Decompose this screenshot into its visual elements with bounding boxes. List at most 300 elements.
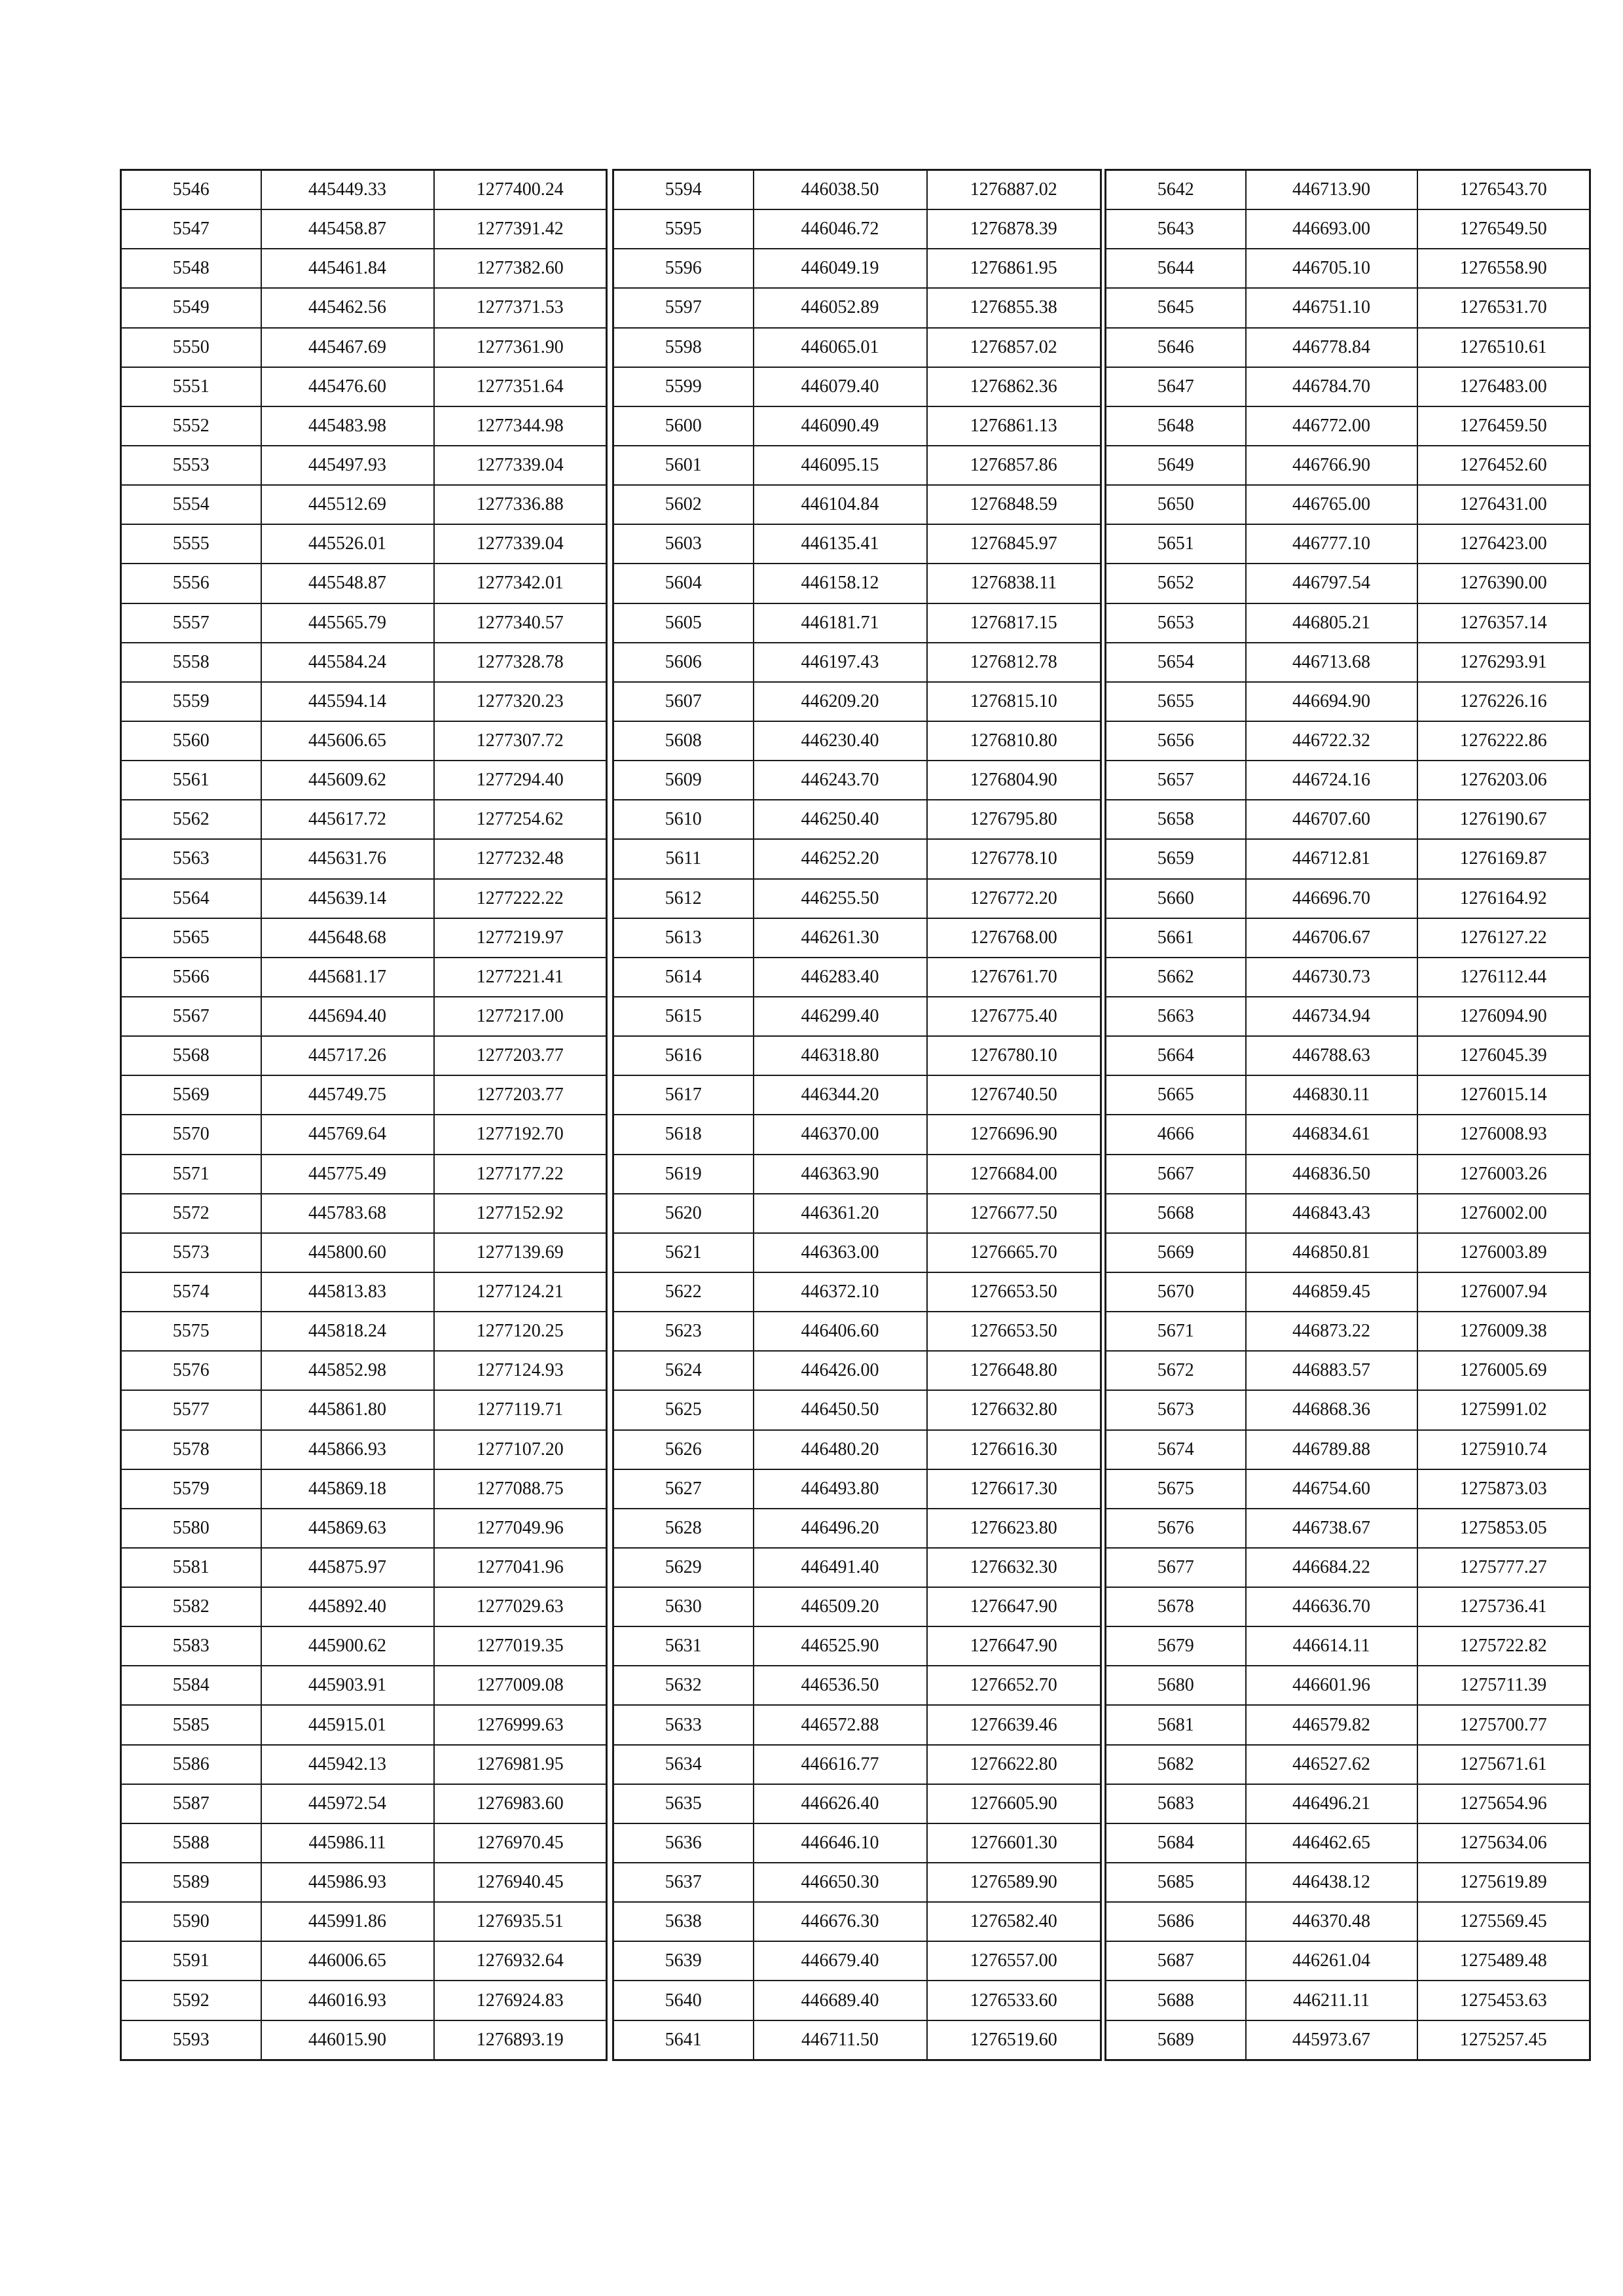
y-coordinate-cell: 1275700.77 [1417, 1705, 1590, 1744]
table-row [121, 209, 607, 249]
point-number-cell: 5582 [121, 1587, 261, 1626]
table-row [121, 1626, 607, 1666]
y-coordinate-cell: 1276887.02 [927, 170, 1101, 210]
point-number-cell: 5657 [1106, 761, 1246, 800]
table-row [1106, 485, 1590, 524]
y-coordinate-cell: 1277203.77 [434, 1075, 607, 1115]
x-coordinate-cell: 446706.67 [1246, 918, 1417, 958]
x-coordinate-cell: 446491.40 [754, 1548, 927, 1587]
x-coordinate-cell: 446181.71 [754, 603, 927, 643]
table-row [613, 682, 1101, 721]
point-number-cell: 5607 [613, 682, 754, 721]
point-number-cell: 5599 [613, 367, 754, 406]
table-row [121, 1784, 607, 1823]
point-number-cell: 5579 [121, 1469, 261, 1509]
y-coordinate-cell: 1276005.69 [1417, 1351, 1590, 1390]
point-number-cell: 5683 [1106, 1784, 1246, 1823]
table-row [121, 2020, 607, 2060]
table-row [613, 1233, 1101, 1272]
x-coordinate-cell: 446713.90 [1246, 170, 1417, 210]
y-coordinate-cell: 1277049.96 [434, 1509, 607, 1548]
y-coordinate-cell: 1276804.90 [927, 761, 1101, 800]
point-number-cell: 5548 [121, 249, 261, 288]
point-number-cell: 5667 [1106, 1155, 1246, 1194]
table-row [613, 643, 1101, 682]
y-coordinate-cell: 1277340.57 [434, 603, 607, 643]
table-row [121, 682, 607, 721]
x-coordinate-cell: 446789.88 [1246, 1430, 1417, 1469]
y-coordinate-cell: 1277107.20 [434, 1430, 607, 1469]
table-row [613, 249, 1101, 288]
table-row [121, 1666, 607, 1705]
point-number-cell: 5610 [613, 800, 754, 839]
point-number-cell: 5561 [121, 761, 261, 800]
point-number-cell: 5642 [1106, 170, 1246, 210]
x-coordinate-cell: 446261.04 [1246, 1941, 1417, 1981]
x-coordinate-cell: 446705.10 [1246, 249, 1417, 288]
x-coordinate-cell: 445972.54 [261, 1784, 434, 1823]
x-coordinate-cell: 446873.22 [1246, 1312, 1417, 1351]
table-row [1106, 1115, 1590, 1154]
point-number-cell: 5677 [1106, 1548, 1246, 1587]
x-coordinate-cell: 446850.81 [1246, 1233, 1417, 1272]
x-coordinate-cell: 445866.93 [261, 1430, 434, 1469]
y-coordinate-cell: 1276940.45 [434, 1863, 607, 1902]
point-number-cell: 5566 [121, 958, 261, 997]
y-coordinate-cell: 1276817.15 [927, 603, 1101, 643]
x-coordinate-cell: 446255.50 [754, 879, 927, 918]
x-coordinate-cell: 446679.40 [754, 1941, 927, 1981]
coordinate-table-3-body [1106, 170, 1590, 2060]
table-row [1106, 800, 1590, 839]
point-number-cell: 5581 [121, 1548, 261, 1587]
y-coordinate-cell: 1276812.78 [927, 643, 1101, 682]
point-number-cell: 5567 [121, 997, 261, 1036]
y-coordinate-cell: 1276003.89 [1417, 1233, 1590, 1272]
table-row [1106, 1351, 1590, 1390]
x-coordinate-cell: 445869.63 [261, 1509, 434, 1548]
y-coordinate-cell: 1276357.14 [1417, 603, 1590, 643]
table-row [1106, 1626, 1590, 1666]
point-number-cell: 5629 [613, 1548, 754, 1587]
table-row [613, 288, 1101, 327]
table-row [1106, 328, 1590, 367]
x-coordinate-cell: 445903.91 [261, 1666, 434, 1705]
table-row [1106, 1509, 1590, 1548]
y-coordinate-cell: 1276003.26 [1417, 1155, 1590, 1194]
x-coordinate-cell: 445861.80 [261, 1390, 434, 1429]
y-coordinate-cell: 1276838.11 [927, 564, 1101, 603]
point-number-cell: 5637 [613, 1863, 754, 1902]
table-row [613, 1390, 1101, 1429]
y-coordinate-cell: 1276652.70 [927, 1666, 1101, 1705]
y-coordinate-cell: 1275736.41 [1417, 1587, 1590, 1626]
table-row [613, 721, 1101, 761]
table-row [613, 1666, 1101, 1705]
y-coordinate-cell: 1276648.80 [927, 1351, 1101, 1390]
point-number-cell: 5550 [121, 328, 261, 367]
y-coordinate-cell: 1277391.42 [434, 209, 607, 249]
point-number-cell: 5689 [1106, 2020, 1246, 2060]
y-coordinate-cell: 1277222.22 [434, 879, 607, 918]
table-row [1106, 524, 1590, 564]
point-number-cell: 5630 [613, 1587, 754, 1626]
table-row [1106, 1705, 1590, 1744]
y-coordinate-cell: 1277339.04 [434, 446, 607, 485]
y-coordinate-cell: 1276970.45 [434, 1823, 607, 1863]
y-coordinate-cell: 1276557.00 [927, 1941, 1101, 1981]
y-coordinate-cell: 1277400.24 [434, 170, 607, 210]
x-coordinate-cell: 446049.19 [754, 249, 927, 288]
y-coordinate-cell: 1277203.77 [434, 1036, 607, 1075]
point-number-cell: 5555 [121, 524, 261, 564]
table-row [1106, 721, 1590, 761]
table-row [613, 564, 1101, 603]
point-number-cell: 5597 [613, 288, 754, 327]
x-coordinate-cell: 446772.00 [1246, 406, 1417, 446]
y-coordinate-cell: 1276009.38 [1417, 1312, 1590, 1351]
x-coordinate-cell: 446712.81 [1246, 839, 1417, 878]
point-number-cell: 5617 [613, 1075, 754, 1115]
x-coordinate-cell: 446616.77 [754, 1745, 927, 1784]
table-row [121, 1902, 607, 1941]
y-coordinate-cell: 1276740.50 [927, 1075, 1101, 1115]
y-coordinate-cell: 1277120.25 [434, 1312, 607, 1351]
x-coordinate-cell: 446650.30 [754, 1863, 927, 1902]
x-coordinate-cell: 445775.49 [261, 1155, 434, 1194]
table-row [121, 918, 607, 958]
table-row [121, 1233, 607, 1272]
point-number-cell: 5688 [1106, 1981, 1246, 2020]
y-coordinate-cell: 1276533.60 [927, 1981, 1101, 2020]
y-coordinate-cell: 1277254.62 [434, 800, 607, 839]
table-row [1106, 1666, 1590, 1705]
table-row [613, 1745, 1101, 1784]
point-number-cell: 5589 [121, 1863, 261, 1902]
x-coordinate-cell: 445749.75 [261, 1075, 434, 1115]
y-coordinate-cell: 1276015.14 [1417, 1075, 1590, 1115]
x-coordinate-cell: 446363.90 [754, 1155, 927, 1194]
y-coordinate-cell: 1276999.63 [434, 1705, 607, 1744]
y-coordinate-cell: 1277029.63 [434, 1587, 607, 1626]
table-row [121, 1548, 607, 1587]
point-number-cell: 5663 [1106, 997, 1246, 1036]
table-row [1106, 2020, 1590, 2060]
y-coordinate-cell: 1275489.48 [1417, 1941, 1590, 1981]
coordinate-table-2-body [613, 170, 1101, 2060]
point-number-cell: 5595 [613, 209, 754, 249]
x-coordinate-cell: 446751.10 [1246, 288, 1417, 327]
table-row [1106, 406, 1590, 446]
y-coordinate-cell: 1275722.82 [1417, 1626, 1590, 1666]
table-row [613, 328, 1101, 367]
x-coordinate-cell: 446406.60 [754, 1312, 927, 1351]
point-number-cell: 5575 [121, 1312, 261, 1351]
x-coordinate-cell: 446046.72 [754, 209, 927, 249]
x-coordinate-cell: 445769.64 [261, 1115, 434, 1154]
y-coordinate-cell: 1276007.94 [1417, 1272, 1590, 1312]
table-row [121, 1351, 607, 1390]
table-row [613, 1863, 1101, 1902]
x-coordinate-cell: 445609.62 [261, 761, 434, 800]
y-coordinate-cell: 1276878.39 [927, 209, 1101, 249]
y-coordinate-cell: 1276483.00 [1417, 367, 1590, 406]
y-coordinate-cell: 1276582.40 [927, 1902, 1101, 1941]
table-row [121, 288, 607, 327]
y-coordinate-cell: 1276549.50 [1417, 209, 1590, 249]
table-row [121, 879, 607, 918]
point-number-cell: 5665 [1106, 1075, 1246, 1115]
y-coordinate-cell: 1277232.48 [434, 839, 607, 878]
point-number-cell: 5625 [613, 1390, 754, 1429]
table-row [613, 918, 1101, 958]
point-number-cell: 5651 [1106, 524, 1246, 564]
point-number-cell: 5556 [121, 564, 261, 603]
point-number-cell: 5616 [613, 1036, 754, 1075]
y-coordinate-cell: 1277009.08 [434, 1666, 607, 1705]
y-coordinate-cell: 1276845.97 [927, 524, 1101, 564]
y-coordinate-cell: 1276932.64 [434, 1941, 607, 1981]
y-coordinate-cell: 1277019.35 [434, 1626, 607, 1666]
x-coordinate-cell: 446766.90 [1246, 446, 1417, 485]
y-coordinate-cell: 1275634.06 [1417, 1823, 1590, 1863]
point-number-cell: 5635 [613, 1784, 754, 1823]
y-coordinate-cell: 1276423.00 [1417, 524, 1590, 564]
x-coordinate-cell: 445800.60 [261, 1233, 434, 1272]
y-coordinate-cell: 1276639.46 [927, 1705, 1101, 1744]
point-number-cell: 5679 [1106, 1626, 1246, 1666]
y-coordinate-cell: 1276924.83 [434, 1981, 607, 2020]
point-number-cell: 5618 [613, 1115, 754, 1154]
y-coordinate-cell: 1277192.70 [434, 1115, 607, 1154]
x-coordinate-cell: 446243.70 [754, 761, 927, 800]
table-row [613, 170, 1101, 210]
y-coordinate-cell: 1277351.64 [434, 367, 607, 406]
y-coordinate-cell: 1276893.19 [434, 2020, 607, 2060]
point-number-cell: 5608 [613, 721, 754, 761]
y-coordinate-cell: 1277124.21 [434, 1272, 607, 1312]
table-row [121, 367, 607, 406]
y-coordinate-cell: 1276810.80 [927, 721, 1101, 761]
point-number-cell: 5652 [1106, 564, 1246, 603]
point-number-cell: 5626 [613, 1430, 754, 1469]
point-number-cell: 5573 [121, 1233, 261, 1272]
y-coordinate-cell: 1276815.10 [927, 682, 1101, 721]
point-number-cell: 5653 [1106, 603, 1246, 643]
point-number-cell: 5562 [121, 800, 261, 839]
x-coordinate-cell: 446734.94 [1246, 997, 1417, 1036]
x-coordinate-cell: 445476.60 [261, 367, 434, 406]
x-coordinate-cell: 445869.18 [261, 1469, 434, 1509]
y-coordinate-cell: 1277336.88 [434, 485, 607, 524]
table-row [121, 406, 607, 446]
table-row [121, 1745, 607, 1784]
table-row [613, 1155, 1101, 1194]
table-row [1106, 1075, 1590, 1115]
point-number-cell: 5672 [1106, 1351, 1246, 1390]
x-coordinate-cell: 445681.17 [261, 958, 434, 997]
point-number-cell: 5547 [121, 209, 261, 249]
y-coordinate-cell: 1276390.00 [1417, 564, 1590, 603]
point-number-cell: 5553 [121, 446, 261, 485]
y-coordinate-cell: 1277124.93 [434, 1351, 607, 1390]
point-number-cell: 5681 [1106, 1705, 1246, 1744]
table-row [1106, 1272, 1590, 1312]
x-coordinate-cell: 446370.00 [754, 1115, 927, 1154]
table-row [613, 879, 1101, 918]
x-coordinate-cell: 446372.10 [754, 1272, 927, 1312]
table-row [613, 1430, 1101, 1469]
point-number-cell: 5614 [613, 958, 754, 997]
y-coordinate-cell: 1276632.30 [927, 1548, 1101, 1587]
table-row [613, 997, 1101, 1036]
x-coordinate-cell: 445648.68 [261, 918, 434, 958]
point-number-cell: 5664 [1106, 1036, 1246, 1075]
x-coordinate-cell: 446209.20 [754, 682, 927, 721]
table-row [1106, 1390, 1590, 1429]
y-coordinate-cell: 1275569.45 [1417, 1902, 1590, 1941]
table-row [121, 328, 607, 367]
point-number-cell: 5591 [121, 1941, 261, 1981]
y-coordinate-cell: 1276519.60 [927, 2020, 1101, 2060]
point-number-cell: 5638 [613, 1902, 754, 1941]
table-row [613, 1312, 1101, 1351]
y-coordinate-cell: 1277152.92 [434, 1194, 607, 1233]
x-coordinate-cell: 446572.88 [754, 1705, 927, 1744]
y-coordinate-cell: 1277361.90 [434, 328, 607, 367]
table-row [613, 1823, 1101, 1863]
x-coordinate-cell: 446843.43 [1246, 1194, 1417, 1233]
y-coordinate-cell: 1275910.74 [1417, 1430, 1590, 1469]
table-row [121, 170, 607, 210]
y-coordinate-cell: 1277294.40 [434, 761, 607, 800]
x-coordinate-cell: 445594.14 [261, 682, 434, 721]
x-coordinate-cell: 445986.11 [261, 1823, 434, 1863]
table-row [613, 1272, 1101, 1312]
point-number-cell: 5588 [121, 1823, 261, 1863]
point-number-cell: 5631 [613, 1626, 754, 1666]
x-coordinate-cell: 446197.43 [754, 643, 927, 682]
table-row [1106, 879, 1590, 918]
table-row [613, 1705, 1101, 1744]
table-row [613, 485, 1101, 524]
point-number-cell: 5600 [613, 406, 754, 446]
y-coordinate-cell: 1277041.96 [434, 1548, 607, 1587]
y-coordinate-cell: 1276589.90 [927, 1863, 1101, 1902]
x-coordinate-cell: 445900.62 [261, 1626, 434, 1666]
x-coordinate-cell: 445717.26 [261, 1036, 434, 1075]
table-row [121, 1705, 607, 1744]
x-coordinate-cell: 446713.68 [1246, 643, 1417, 682]
y-coordinate-cell: 1276778.10 [927, 839, 1101, 878]
point-number-cell: 5658 [1106, 800, 1246, 839]
point-number-cell: 5615 [613, 997, 754, 1036]
x-coordinate-cell: 445565.79 [261, 603, 434, 643]
point-number-cell: 5675 [1106, 1469, 1246, 1509]
y-coordinate-cell: 1276002.00 [1417, 1194, 1590, 1233]
table-row [1106, 1155, 1590, 1194]
point-number-cell: 5646 [1106, 328, 1246, 367]
y-coordinate-cell: 1276684.00 [927, 1155, 1101, 1194]
point-number-cell: 5628 [613, 1509, 754, 1548]
y-coordinate-cell: 1275453.63 [1417, 1981, 1590, 2020]
point-number-cell: 5603 [613, 524, 754, 564]
point-number-cell: 5558 [121, 643, 261, 682]
x-coordinate-cell: 446778.84 [1246, 328, 1417, 367]
table-row [613, 1509, 1101, 1548]
table-row [1106, 1863, 1590, 1902]
table-row [1106, 446, 1590, 485]
x-coordinate-cell: 446536.50 [754, 1666, 927, 1705]
point-number-cell: 5649 [1106, 446, 1246, 485]
y-coordinate-cell: 1277339.04 [434, 524, 607, 564]
x-coordinate-cell: 445852.98 [261, 1351, 434, 1390]
table-row [613, 1351, 1101, 1390]
x-coordinate-cell: 445986.93 [261, 1863, 434, 1902]
y-coordinate-cell: 1276848.59 [927, 485, 1101, 524]
table-row [121, 603, 607, 643]
point-number-cell: 5572 [121, 1194, 261, 1233]
x-coordinate-cell: 446299.40 [754, 997, 927, 1036]
x-coordinate-cell: 446283.40 [754, 958, 927, 997]
table-row [1106, 170, 1590, 210]
point-number-cell: 5671 [1106, 1312, 1246, 1351]
point-number-cell: 5619 [613, 1155, 754, 1194]
point-number-cell: 5620 [613, 1194, 754, 1233]
x-coordinate-cell: 446052.89 [754, 288, 927, 327]
table-row [613, 761, 1101, 800]
y-coordinate-cell: 1276857.02 [927, 328, 1101, 367]
y-coordinate-cell: 1277217.00 [434, 997, 607, 1036]
x-coordinate-cell: 446676.30 [754, 1902, 927, 1941]
point-number-cell: 5568 [121, 1036, 261, 1075]
y-coordinate-cell: 1276857.86 [927, 446, 1101, 485]
y-coordinate-cell: 1276653.50 [927, 1312, 1101, 1351]
x-coordinate-cell: 445892.40 [261, 1587, 434, 1626]
x-coordinate-cell: 446438.12 [1246, 1863, 1417, 1902]
x-coordinate-cell: 446601.96 [1246, 1666, 1417, 1705]
y-coordinate-cell: 1275853.05 [1417, 1509, 1590, 1548]
y-coordinate-cell: 1276459.50 [1417, 406, 1590, 446]
point-number-cell: 5668 [1106, 1194, 1246, 1233]
x-coordinate-cell: 445813.83 [261, 1272, 434, 1312]
table-row [613, 1194, 1101, 1233]
y-coordinate-cell: 1277221.41 [434, 958, 607, 997]
coordinate-table-2 [612, 169, 1102, 2061]
point-number-cell: 5640 [613, 1981, 754, 2020]
point-number-cell: 5632 [613, 1666, 754, 1705]
table-row [121, 1390, 607, 1429]
y-coordinate-cell: 1276775.40 [927, 997, 1101, 1036]
y-coordinate-cell: 1276452.60 [1417, 446, 1590, 485]
y-coordinate-cell: 1277328.78 [434, 643, 607, 682]
table-row [1106, 1548, 1590, 1587]
x-coordinate-cell: 446525.90 [754, 1626, 927, 1666]
table-row [121, 997, 607, 1036]
x-coordinate-cell: 446777.10 [1246, 524, 1417, 564]
point-number-cell: 5574 [121, 1272, 261, 1312]
table-row [121, 761, 607, 800]
table-row [1106, 1745, 1590, 1784]
x-coordinate-cell: 446754.60 [1246, 1469, 1417, 1509]
x-coordinate-cell: 445617.72 [261, 800, 434, 839]
y-coordinate-cell: 1276795.80 [927, 800, 1101, 839]
y-coordinate-cell: 1276862.36 [927, 367, 1101, 406]
table-row [613, 1784, 1101, 1823]
table-row [1106, 918, 1590, 958]
x-coordinate-cell: 446711.50 [754, 2020, 927, 2060]
x-coordinate-cell: 446363.00 [754, 1233, 927, 1272]
